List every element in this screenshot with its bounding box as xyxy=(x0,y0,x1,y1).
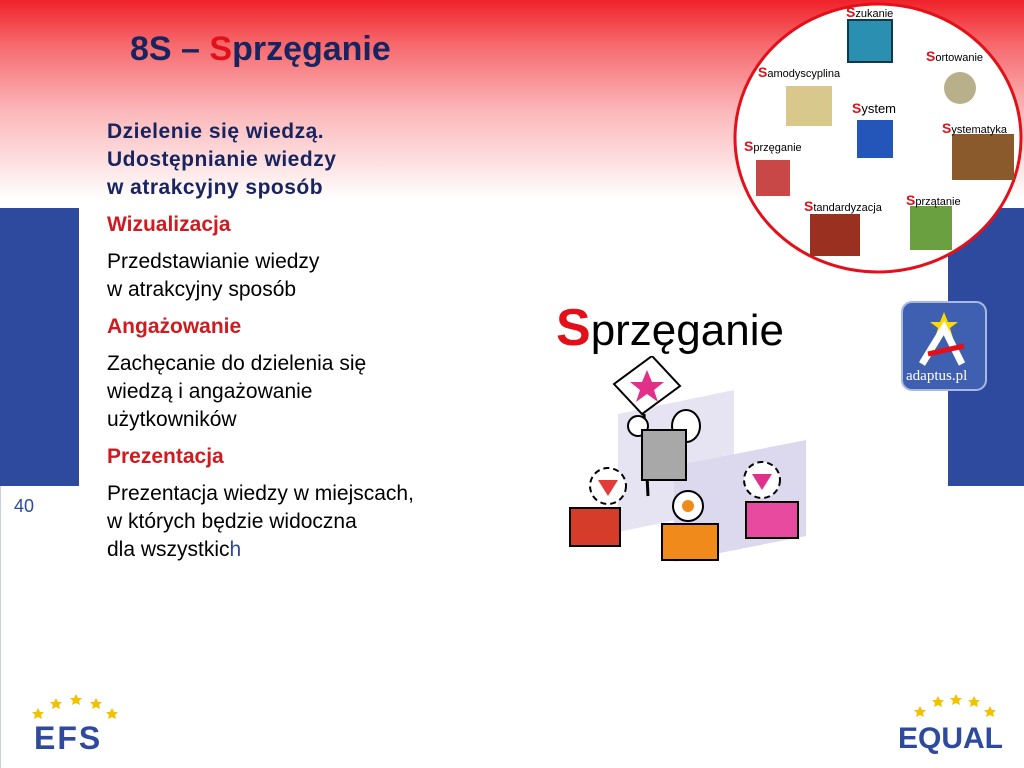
efs-logo xyxy=(24,690,124,760)
lead-text xyxy=(107,118,527,202)
page-number: 40 xyxy=(14,496,35,516)
content-column xyxy=(107,118,527,574)
lead-line: Udostępnianie wiedzy xyxy=(107,148,337,171)
lead-line: w atrakcyjny sposób xyxy=(107,176,324,199)
title-accent: S xyxy=(209,30,233,68)
text-fragment: dla wszystkic xyxy=(107,538,230,561)
label-rest: amodyscyplina xyxy=(767,68,841,80)
wheel-label xyxy=(846,4,893,20)
standaryzacja-clipart xyxy=(810,214,860,256)
szukanie-clipart xyxy=(848,20,892,62)
sprzeganie-label xyxy=(556,298,784,358)
presentation-illustration xyxy=(556,356,812,566)
section-text-angazowanie xyxy=(107,350,527,434)
text-line: Zachęcanie do dzielenia się xyxy=(107,352,367,375)
section-heading-prezentacja: Prezentacja xyxy=(107,445,224,468)
label-initial: S xyxy=(852,100,862,116)
slide-title xyxy=(130,30,391,69)
wheel-label xyxy=(906,192,961,208)
presentation-clipart xyxy=(556,356,812,566)
system-clipart xyxy=(857,120,893,158)
label-initial: S xyxy=(804,198,814,214)
adaptus-logo xyxy=(898,298,990,394)
section-heading-wizualizacja: Wizualizacja xyxy=(107,213,231,236)
text-line: Przedstawianie wiedzy xyxy=(107,250,320,273)
left-divider xyxy=(0,486,1,768)
label-initial: S xyxy=(926,48,936,64)
label-initial: S xyxy=(744,138,754,154)
label-initial: S xyxy=(758,64,768,80)
lead-line: Dzielenie się wiedzą. xyxy=(107,120,325,143)
label-initial: S xyxy=(846,4,856,20)
label-rest: ystematyka xyxy=(951,124,1007,136)
text-line: wiedzą i angażowanie xyxy=(107,380,313,403)
label-rest: przątanie xyxy=(915,196,961,208)
wheel-label xyxy=(758,64,840,80)
wheel-label xyxy=(852,100,896,116)
label-initial: S xyxy=(942,120,952,136)
section-heading-angazowanie: Angażowanie xyxy=(107,315,242,338)
text-fragment: h xyxy=(229,538,242,561)
text-line: w atrakcyjny sposób xyxy=(107,278,297,301)
label-rest: ortowanie xyxy=(935,52,984,64)
text-line xyxy=(107,536,527,564)
label-rest: ystem xyxy=(861,101,897,116)
wheel-label xyxy=(804,198,882,214)
label-rest: przęganie xyxy=(753,142,802,154)
label-initial: S xyxy=(556,299,591,357)
text-line: użytkowników xyxy=(107,408,237,431)
text-line: Prezentacja wiedzy w miejscach, xyxy=(107,482,414,505)
wheel-label xyxy=(942,120,1007,136)
label-initial: S xyxy=(906,192,916,208)
sprzatanie-clipart xyxy=(910,206,952,250)
samodyscyplina-clipart xyxy=(786,86,832,126)
section-text-wizualizacja xyxy=(107,248,527,304)
title-prefix: 8S – xyxy=(130,30,210,68)
wheel-label xyxy=(926,48,983,64)
sprzeganie-clipart xyxy=(756,160,790,196)
section-text-prezentacja xyxy=(107,480,527,564)
equal-logo xyxy=(890,690,1010,760)
systematyka-clipart xyxy=(952,134,1014,180)
label-rest: zukanie xyxy=(855,8,894,20)
efs-logo-text: EFS xyxy=(34,720,103,756)
adaptus-logo-text: adaptus.pl xyxy=(906,368,968,384)
8s-wheel-diagram xyxy=(730,0,1024,276)
label-rest: przęganie xyxy=(590,306,784,355)
wheel-label xyxy=(744,138,802,154)
sortowanie-clipart xyxy=(944,72,976,104)
text-line: w których będzie widoczna xyxy=(107,510,357,533)
equal-logo-text: EQUAL xyxy=(898,722,1003,755)
title-rest: przęganie xyxy=(232,30,391,68)
label-rest: tandardyzacja xyxy=(813,202,882,214)
left-blue-band xyxy=(0,208,79,486)
